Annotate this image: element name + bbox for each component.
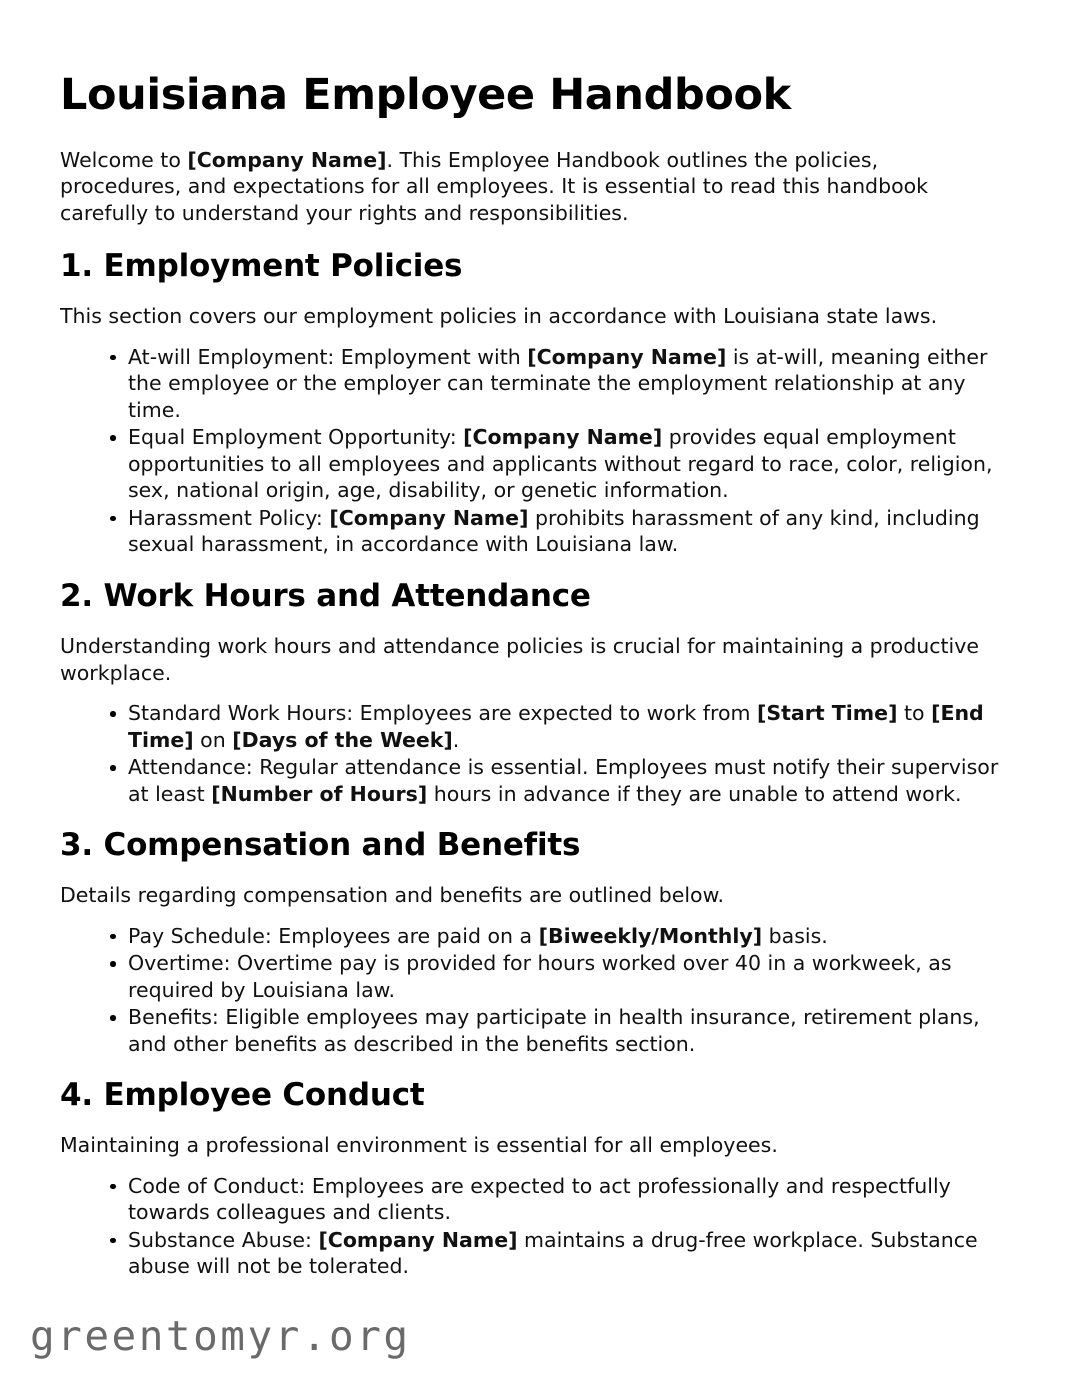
- placeholder-token: [Biweekly/Monthly]: [538, 923, 763, 948]
- list-item: [110, 700, 1005, 753]
- placeholder-token: [Company Name]: [329, 505, 529, 530]
- section-intro: Details regarding compensation and benefits are outlined below.: [60, 883, 724, 908]
- section-heading: 3. Compensation and Benefits: [60, 827, 581, 864]
- placeholder-token: [Start Time]: [756, 701, 898, 726]
- section-heading: 4. Employee Conduct: [60, 1077, 425, 1114]
- section-intro: This section covers our employment policies in accordance with Louisiana state laws.: [60, 304, 938, 329]
- bullet-list: [60, 923, 1005, 1058]
- text-run: maintains a drug-free workplace. Substance abuse will not be tolerated.: [128, 1227, 978, 1279]
- text-run: Substance Abuse:: [128, 1227, 319, 1252]
- document-section: [60, 248, 1005, 558]
- text-run: Pay Schedule: Employees are paid on a: [128, 923, 539, 948]
- document-section: [60, 578, 1005, 807]
- list-item: [110, 1004, 1005, 1057]
- text-run: Benefits: Eligible employees may participate in health insurance, retirement plans, and other benefits as described in the benefits section.: [128, 1005, 980, 1056]
- text-run: Standard Work Hours: Employees are expected to work from: [128, 701, 757, 726]
- text-run: prohibits harassment of any kind, including sexual harassment, in accordance with Louisiana law.: [128, 505, 980, 557]
- list-item: [110, 424, 1005, 504]
- list-item: [110, 754, 1005, 807]
- text-run: hours in advance if they are unable to attend work.: [427, 781, 962, 806]
- text-run: Welcome to: [60, 147, 188, 172]
- list-item: [110, 505, 1005, 558]
- text-run: provides equal employment opportunities to all employees and applicants without regard to race, color, religion, sex, national origin, age, disability, or genetic information.: [128, 425, 993, 503]
- text-run: Overtime: Overtime pay is provided for hours worked over 40 in a workweek, as required by Louisiana law.: [128, 951, 952, 1002]
- bullet-list: [60, 1173, 1005, 1280]
- text-run: on: [193, 727, 233, 752]
- bullet-list: [60, 700, 1005, 807]
- watermark: greentomyr.org: [30, 1312, 411, 1360]
- list-item: [110, 1173, 1005, 1226]
- text-run: Equal Employment Opportunity:: [128, 425, 464, 450]
- placeholder-token: [Company Name]: [318, 1227, 518, 1252]
- page-title: Louisiana Employee Handbook: [60, 70, 791, 120]
- placeholder-token: [Company Name]: [187, 147, 387, 172]
- section-intro: Understanding work hours and attendance policies is crucial for maintaining a productive workplace.: [60, 634, 979, 685]
- sections-container: [60, 248, 1005, 1280]
- placeholder-token: [Number of Hours]: [211, 781, 428, 806]
- list-item: [110, 1227, 1005, 1280]
- list-item: [110, 344, 1005, 424]
- text-run: Harassment Policy:: [128, 505, 330, 530]
- document-section: [60, 827, 1005, 1057]
- text-run: is at-will, meaning either the employee or the employer can terminate the employment relationship at any time.: [128, 344, 988, 422]
- text-run: . This Employee Handbook outlines the policies, procedures, and expectations for all employees. It is essential to read this handbook carefully to understand your rights and responsibilities.: [60, 147, 929, 225]
- text-run: Attendance: Regular attendance is essential. Employees must notify their supervisor at least: [128, 755, 999, 806]
- document-section: [60, 1077, 1005, 1280]
- text-run: Code of Conduct: Employees are expected to act professionally and respectfully towards colleagues and clients.: [128, 1173, 951, 1225]
- text-run: .: [452, 727, 460, 752]
- list-item: [110, 950, 1005, 1003]
- bullet-list: [60, 344, 1005, 558]
- placeholder-token: [Company Name]: [463, 425, 663, 450]
- text-run: basis.: [762, 923, 828, 948]
- text-run: At-will Employment: Employment with: [128, 344, 528, 369]
- section-heading: 1. Employment Policies: [60, 248, 463, 285]
- section-heading: 2. Work Hours and Attendance: [60, 577, 591, 614]
- placeholder-token: [Days of the Week]: [232, 727, 453, 752]
- text-run: to: [897, 701, 932, 726]
- placeholder-token: [Company Name]: [527, 344, 727, 369]
- list-item: [110, 923, 1005, 950]
- intro-paragraph: [60, 147, 1005, 227]
- placeholder-token: [End Time]: [128, 701, 984, 752]
- section-intro: Maintaining a professional environment is essential for all employees.: [60, 1133, 778, 1158]
